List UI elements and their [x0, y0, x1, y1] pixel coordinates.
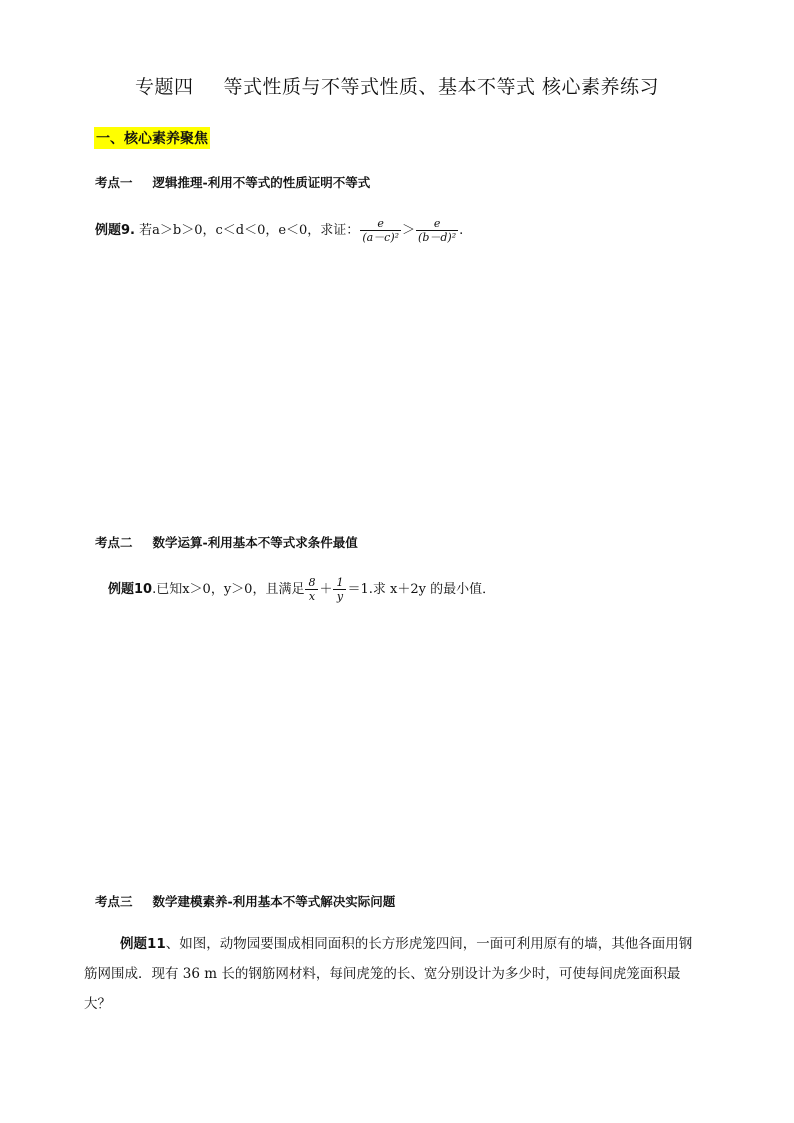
- example-9-relation: ＞: [402, 223, 416, 238]
- example-9: [95, 217, 463, 244]
- topic-2-label: 考点二: [95, 535, 133, 550]
- example-10-label: 例题10: [108, 582, 153, 597]
- topic-1-text: 逻辑推理-利用不等式的性质证明不等式: [152, 175, 371, 190]
- topic-2-heading: [95, 533, 358, 551]
- example-9-frac2-numerator: e: [416, 217, 458, 231]
- example-9-frac2-denominator: (b－d)²: [418, 231, 457, 244]
- example-11-text: 、如图，动物园要围成相同面积的长方形虎笼四间，一面可利用原有的墙，其他各面用钢筋网围成．现有 36 m 长的钢筋网材料，每间虎笼的长、宽分别设计为多少时，可使每间虎笼面积最大？: [84, 936, 693, 1012]
- example-10-plus: ＋: [319, 582, 333, 597]
- example-9-fraction-right: [416, 217, 458, 244]
- example-10-frac2-denominator: y: [336, 590, 344, 603]
- example-10-text-b: ＝1.求 x＋2y 的最小值．: [347, 582, 496, 597]
- example-10-fraction-8-over-x: [305, 576, 318, 603]
- topic-2-text: 数学运算-利用基本不等式求条件最值: [152, 535, 358, 550]
- title-topic-number: 专题四: [134, 76, 194, 98]
- example-10-frac2-numerator: 1: [333, 576, 346, 590]
- example-10-fraction-1-over-y: [333, 576, 346, 603]
- topic-3-text: 数学建模素养-利用基本不等式解决实际问题: [152, 894, 396, 909]
- title-subject: 等式性质与不等式性质、基本不等式 核心素养练习: [223, 76, 660, 98]
- example-11-label: 例题11: [120, 936, 166, 952]
- topic-1-heading: [95, 173, 370, 191]
- example-9-label: 例题9.: [95, 223, 135, 238]
- topic-3-heading: [95, 892, 395, 910]
- example-9-condition: 若a＞b＞0，c＜d＜0，e＜0，求证：: [139, 223, 360, 238]
- example-9-fraction-left: [360, 217, 401, 244]
- topic-1-label: 考点一: [95, 175, 133, 190]
- example-9-frac1-denominator: (a－c)²: [362, 231, 400, 244]
- example-9-end: .: [459, 223, 464, 238]
- example-11: [84, 929, 704, 1019]
- section-heading: 一、核心素养聚焦: [94, 127, 210, 149]
- page-title: [0, 72, 794, 99]
- example-10-frac1-denominator: x: [308, 590, 316, 603]
- example-10-text-a: .已知x＞0，y＞0，且满足: [152, 582, 305, 597]
- example-10-frac1-numerator: 8: [305, 576, 318, 590]
- example-10: [108, 576, 495, 603]
- example-9-frac1-numerator: e: [360, 217, 401, 231]
- topic-3-label: 考点三: [95, 894, 133, 909]
